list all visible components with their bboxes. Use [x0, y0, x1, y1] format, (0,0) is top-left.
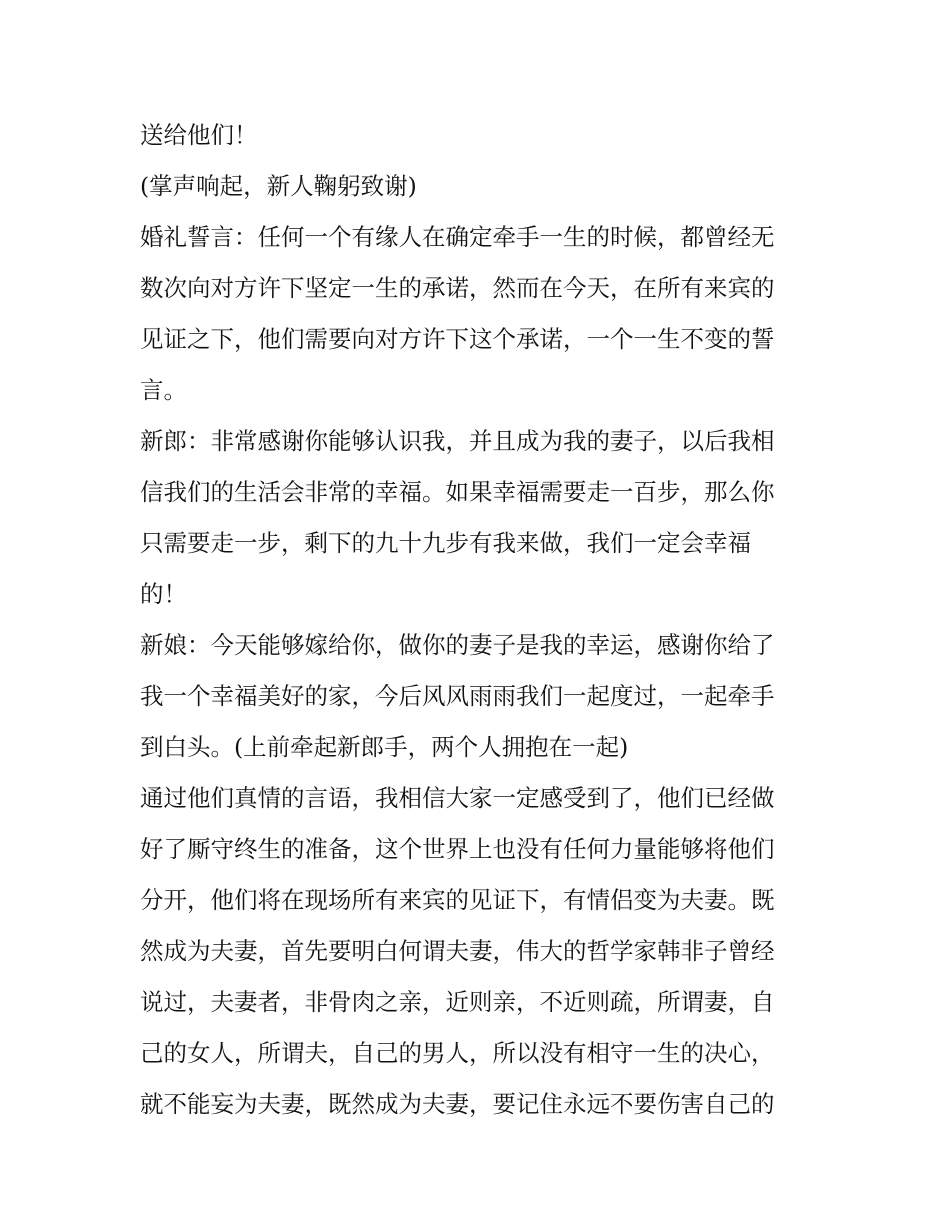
- text-line: 言。: [140, 376, 187, 404]
- text-line: 新娘：今天能够嫁给你，做你的妻子是我的幸运，感谢你给了: [140, 631, 775, 659]
- text-line: 婚礼誓言：任何一个有缘人在确定牵手一生的时候，都曾经无: [140, 223, 775, 251]
- text-line: (掌声响起，新人鞠躬致谢): [140, 172, 417, 200]
- text-line: 到白头。(上前牵起新郎手，两个人拥抱在一起): [140, 733, 629, 761]
- text-line: 我一个幸福美好的家，今后风风雨雨我们一起度过，一起牵手: [140, 682, 775, 710]
- text-line: 数次向对方许下坚定一生的承诺，然而在今天，在所有来宾的: [140, 274, 775, 302]
- text-line: 分开，他们将在现场所有来宾的见证下，有情侣变为夫妻。既: [140, 886, 775, 914]
- text-line: 送给他们！: [140, 121, 258, 149]
- text-line: 就不能妄为夫妻，既然成为夫妻，要记住永远不要伤害自己的: [140, 1090, 775, 1118]
- text-line: 只需要走一步，剩下的九十九步有我来做，我们一定会幸福: [140, 529, 751, 557]
- text-line: 然成为夫妻，首先要明白何谓夫妻，伟大的哲学家韩非子曾经: [140, 937, 775, 965]
- text-line: 通过他们真情的言语，我相信大家一定感受到了，他们已经做: [140, 784, 775, 812]
- text-line: 说过，夫妻者，非骨肉之亲，近则亲，不近则疏，所谓妻，自: [140, 988, 775, 1016]
- text-line: 的！: [140, 580, 187, 608]
- text-line: 新郎：非常感谢你能够认识我，并且成为我的妻子，以后我相: [140, 427, 775, 455]
- text-line: 信我们的生活会非常的幸福。如果幸福需要走一百步，那么你: [140, 478, 775, 506]
- body-text: [140, 110, 820, 1130]
- text-line: 见证之下，他们需要向对方许下这个承诺，一个一生不变的誓: [140, 325, 775, 353]
- text-line: 己的女人，所谓夫，自己的男人，所以没有相守一生的决心，: [140, 1039, 775, 1067]
- text-line: 好了厮守终生的准备，这个世界上也没有任何力量能够将他们: [140, 835, 775, 863]
